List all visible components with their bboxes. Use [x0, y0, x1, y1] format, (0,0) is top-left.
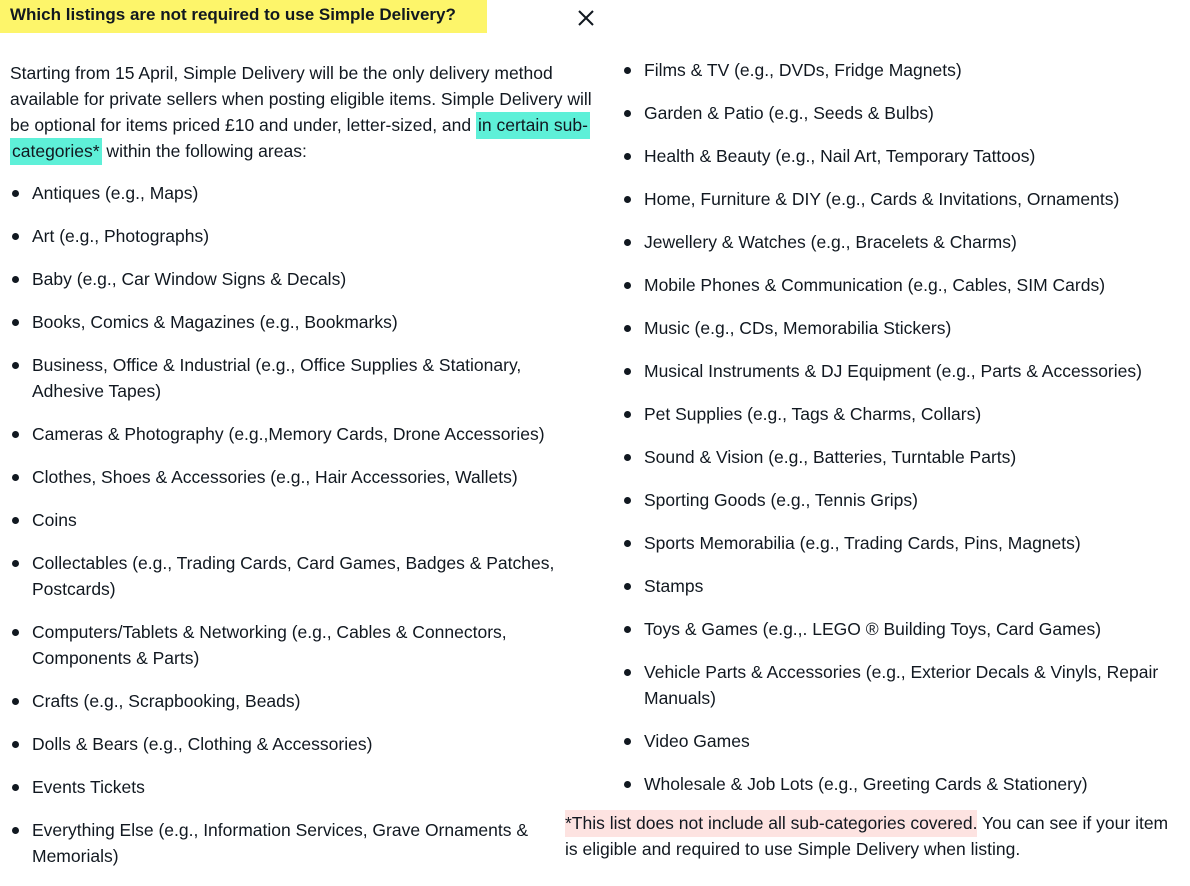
list-item-label: Books, Comics & Magazines (e.g., Bookmarks): [32, 312, 398, 332]
list-item-label: Garden & Patio (e.g., Seeds & Bulbs): [644, 103, 934, 123]
intro-paragraph: [10, 60, 610, 164]
list-item: [622, 573, 1182, 599]
footnote-text: You can see if your item is eligible and required to use Simple Delivery when listing.: [565, 813, 1169, 859]
list-item: [10, 817, 570, 869]
list-item-label: Dolls & Bears (e.g., Clothing & Accessories): [32, 734, 373, 754]
list-item-label: Mobile Phones & Communication (e.g., Cables, SIM Cards): [644, 275, 1106, 295]
list-item-label: Health & Beauty (e.g., Nail Art, Temporary Tattoos): [644, 146, 1036, 166]
list-item-label: Cameras & Photography (e.g.,Memory Cards, Drone Accessories): [32, 424, 545, 444]
bullet-icon: [12, 698, 19, 705]
list-item: [10, 464, 570, 490]
list-item: [10, 266, 570, 292]
bullet-icon: [12, 362, 19, 369]
list-item: [622, 143, 1182, 169]
list-item: [622, 57, 1182, 83]
list-item-label: Stamps: [644, 576, 704, 596]
list-item-label: Computers/Tablets & Networking (e.g., Cables & Connectors, Components & Parts): [32, 622, 507, 668]
bullet-icon: [12, 784, 19, 791]
list-item: [622, 444, 1182, 470]
list-item: [622, 229, 1182, 255]
list-item: [622, 487, 1182, 513]
list-item-label: Coins: [32, 510, 77, 530]
list-item: [10, 180, 570, 206]
list-item: [622, 771, 1182, 797]
list-item: [10, 619, 570, 671]
list-item-label: Wholesale & Job Lots (e.g., Greeting Cards & Stationery): [644, 774, 1088, 794]
bullet-icon: [624, 738, 631, 745]
bullet-icon: [624, 497, 631, 504]
left-category-list: [10, 180, 570, 886]
list-item: [10, 774, 570, 800]
dialog-title: Which listings are not required to use Simple Delivery?: [0, 0, 487, 33]
list-item-label: Everything Else (e.g., Information Services, Grave Ornaments & Memorials): [32, 820, 529, 866]
bullet-icon: [624, 239, 631, 246]
close-icon[interactable]: [572, 4, 600, 32]
bullet-icon: [12, 827, 19, 834]
list-item: [622, 616, 1182, 642]
list-item: [10, 731, 570, 757]
bullet-icon: [624, 110, 631, 117]
bullet-icon: [624, 583, 631, 590]
list-item-label: Sound & Vision (e.g., Batteries, Turntable Parts): [644, 447, 1017, 467]
bullet-icon: [624, 368, 631, 375]
bullet-icon: [624, 282, 631, 289]
list-item-label: Music (e.g., CDs, Memorabilia Stickers): [644, 318, 952, 338]
bullet-icon: [624, 781, 631, 788]
list-item-label: Art (e.g., Photographs): [32, 226, 210, 246]
list-item-label: Home, Furniture & DIY (e.g., Cards & Invitations, Ornaments): [644, 189, 1120, 209]
list-item: [10, 352, 570, 404]
list-item-label: Toys & Games (e.g.,. LEGO ® Building Toys, Card Games): [644, 619, 1102, 639]
bullet-icon: [12, 474, 19, 481]
list-item: [10, 223, 570, 249]
list-item-label: Musical Instruments & DJ Equipment (e.g., Parts & Accessories): [644, 361, 1142, 381]
bullet-icon: [624, 454, 631, 461]
list-item: [10, 507, 570, 533]
intro-highlight: in certain sub-categories*: [10, 112, 590, 165]
bullet-icon: [624, 411, 631, 418]
list-item-label: Jewellery & Watches (e.g., Bracelets & Charms): [644, 232, 1017, 252]
list-item: [622, 100, 1182, 126]
list-item-label: Pet Supplies (e.g., Tags & Charms, Collars): [644, 404, 982, 424]
list-item-label: Collectables (e.g., Trading Cards, Card Games, Badges & Patches, Postcards): [32, 553, 555, 599]
list-item: [622, 315, 1182, 341]
bullet-icon: [12, 741, 19, 748]
bullet-icon: [624, 626, 631, 633]
bullet-icon: [624, 196, 631, 203]
list-item-label: Business, Office & Industrial (e.g., Office Supplies & Stationary, Adhesive Tapes): [32, 355, 522, 401]
bullet-icon: [12, 560, 19, 567]
bullet-icon: [12, 319, 19, 326]
right-category-list: [622, 57, 1182, 814]
list-item: [622, 401, 1182, 427]
bullet-icon: [12, 517, 19, 524]
bullet-icon: [12, 431, 19, 438]
list-item: [622, 728, 1182, 754]
bullet-icon: [12, 276, 19, 283]
list-item: [10, 421, 570, 447]
footnote: [565, 810, 1185, 862]
list-item: [622, 659, 1182, 711]
list-item: [10, 688, 570, 714]
list-item-label: Clothes, Shoes & Accessories (e.g., Hair Accessories, Wallets): [32, 467, 518, 487]
list-item-label: Films & TV (e.g., DVDs, Fridge Magnets): [644, 60, 962, 80]
intro-text: Starting from 15 April, Simple Delivery will be the only delivery method available for private sellers when posting eligible items. Simple Delivery will be optional for items priced £10 and under, letter-sized, and: [10, 63, 592, 135]
list-item: [622, 272, 1182, 298]
list-item-label: Video Games: [644, 731, 750, 751]
list-item-label: Baby (e.g., Car Window Signs & Decals): [32, 269, 347, 289]
bullet-icon: [12, 233, 19, 240]
bullet-icon: [12, 190, 19, 197]
list-item: [10, 550, 570, 602]
list-item: [622, 186, 1182, 212]
close-button[interactable]: [572, 4, 600, 32]
list-item-label: Sporting Goods (e.g., Tennis Grips): [644, 490, 918, 510]
footnote-highlight: *This list does not include all sub-categories covered.: [565, 810, 977, 837]
bullet-icon: [12, 629, 19, 636]
list-item-label: Events Tickets: [32, 777, 145, 797]
bullet-icon: [624, 67, 631, 74]
list-item-label: Antiques (e.g., Maps): [32, 183, 199, 203]
list-item-label: Sports Memorabilia (e.g., Trading Cards, Pins, Magnets): [644, 533, 1081, 553]
list-item-label: Vehicle Parts & Accessories (e.g., Exterior Decals & Vinyls, Repair Manuals): [644, 662, 1159, 708]
bullet-icon: [624, 669, 631, 676]
bullet-icon: [624, 325, 631, 332]
intro-text-end: within the following areas:: [101, 141, 307, 161]
list-item: [622, 530, 1182, 556]
bullet-icon: [624, 153, 631, 160]
list-item: [10, 309, 570, 335]
bullet-icon: [624, 540, 631, 547]
list-item: [622, 358, 1182, 384]
list-item-label: Crafts (e.g., Scrapbooking, Beads): [32, 691, 301, 711]
